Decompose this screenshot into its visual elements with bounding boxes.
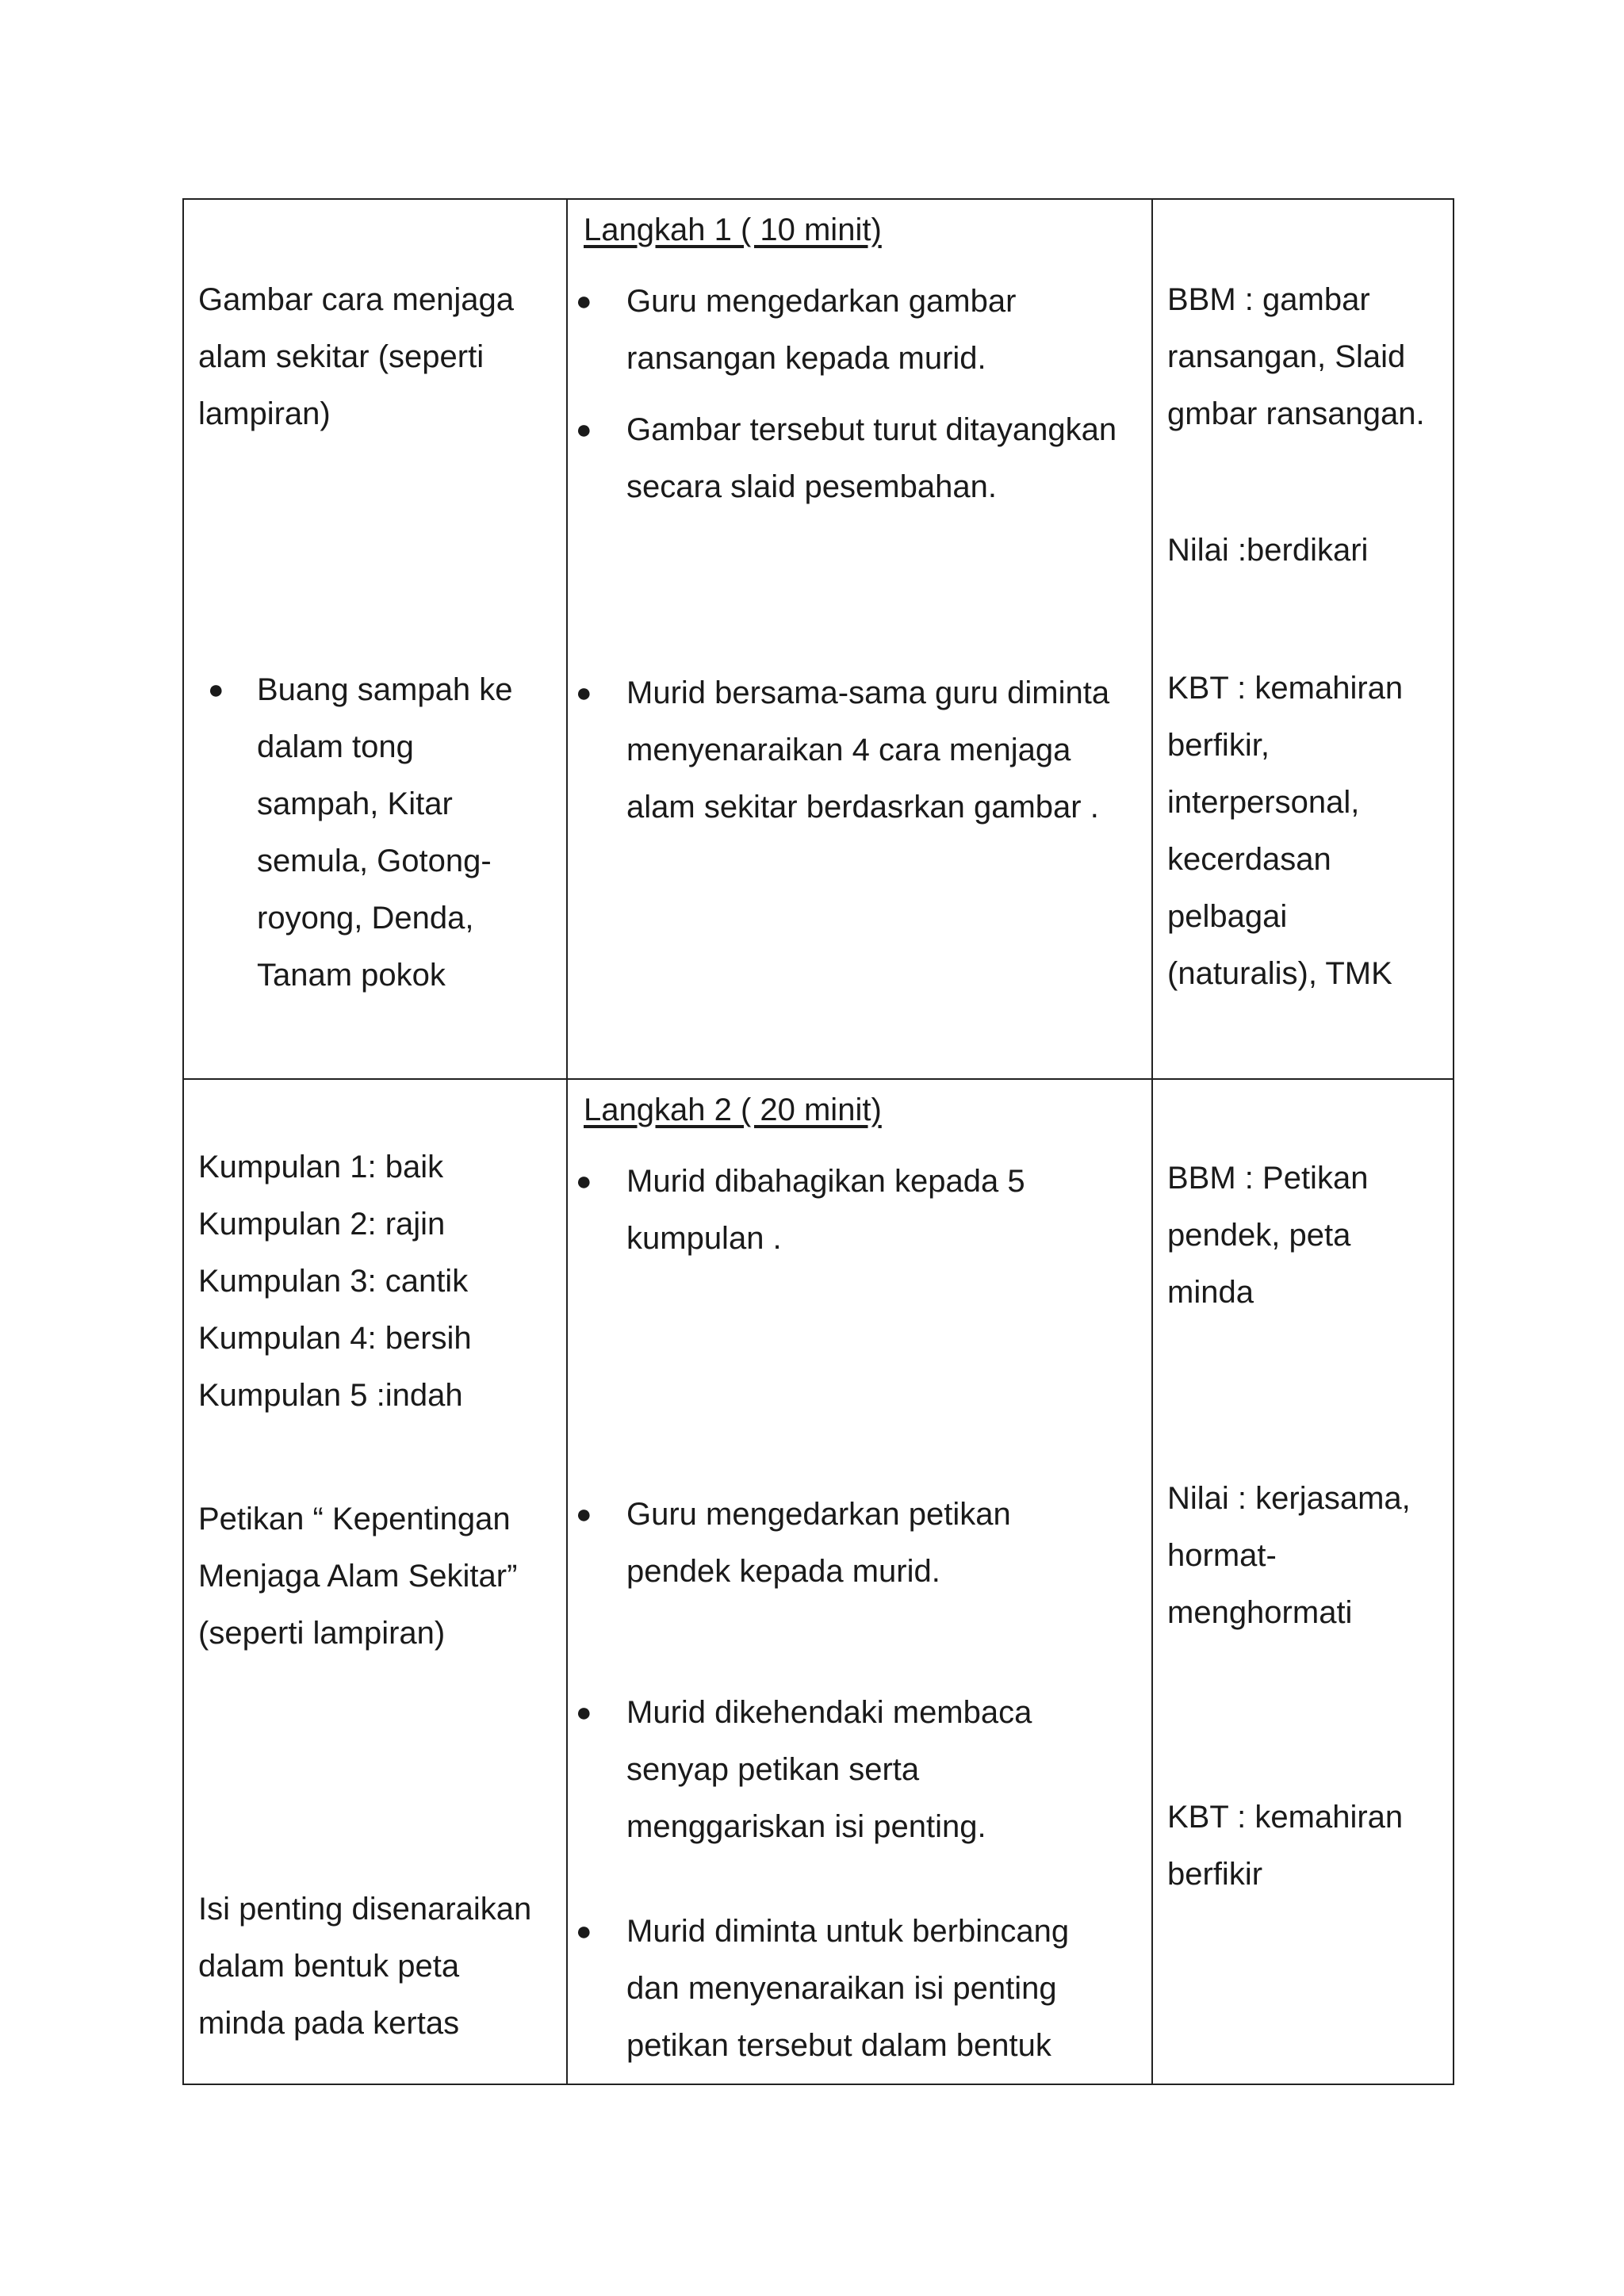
cell-text: interpersonal, (1167, 785, 1360, 820)
bullet-icon: ● (576, 678, 592, 708)
cell-text: pendek kepada murid. (626, 1554, 940, 1589)
cell-text: Tanam pokok (257, 958, 446, 993)
cell-text: Isi penting disenaraikan (198, 1892, 532, 1927)
cell-text: Murid diminta untuk berbincang (626, 1914, 1070, 1949)
cell-text: Buang sampah ke (257, 672, 513, 707)
cell-text: menyenaraikan 4 cara menjaga (626, 733, 1071, 767)
cell-text: Petikan “ Kepentingan (198, 1502, 511, 1536)
step-1-heading: Langkah 1 ( 10 minit) (584, 212, 882, 247)
bullet-icon: ● (576, 286, 592, 316)
bullet-icon: ● (576, 1916, 592, 1946)
bullet-icon: ● (576, 1499, 592, 1529)
cell-text: (naturalis), TMK (1167, 956, 1392, 991)
cell-text: dalam bentuk peta (198, 1949, 460, 1984)
row-divider (182, 1078, 1454, 1080)
cell-text: Murid dibahagikan kepada 5 (626, 1164, 1025, 1199)
table-border-bottom (182, 2084, 1454, 2085)
cell-text: BBM : Petikan (1167, 1161, 1369, 1196)
cell-text: senyap petikan serta (626, 1752, 920, 1787)
cell-text: KBT : kemahiran (1167, 1800, 1404, 1835)
bullet-icon: ● (576, 415, 592, 445)
table-border-left (182, 198, 184, 2085)
cell-text: ransangan kepada murid. (626, 341, 986, 376)
cell-text: pendek, peta (1167, 1218, 1351, 1253)
cell-text: dan menyenaraikan isi penting (626, 1971, 1057, 2006)
bullet-icon: ● (576, 1166, 592, 1196)
cell-text: pelbagai (1167, 899, 1288, 934)
cell-text: kecerdasan (1167, 842, 1331, 877)
cell-text: ransangan, Slaid (1167, 339, 1406, 374)
cell-text: lampiran) (198, 396, 331, 431)
column-divider-2 (1151, 198, 1153, 2085)
cell-text: Kumpulan 1: baik (198, 1150, 444, 1184)
cell-text: berfikir, (1167, 728, 1270, 763)
cell-text: Murid dikehendaki membaca (626, 1695, 1032, 1730)
cell-text: Menjaga Alam Sekitar” (198, 1559, 518, 1594)
cell-text: Kumpulan 4: bersih (198, 1321, 472, 1356)
cell-text: menggariskan isi penting. (626, 1809, 986, 1844)
cell-text: minda (1167, 1275, 1254, 1310)
cell-text: menghormati (1167, 1595, 1353, 1630)
cell-text: Kumpulan 5 :indah (198, 1378, 463, 1413)
cell-text: Kumpulan 3: cantik (198, 1264, 469, 1299)
cell-text: sampah, Kitar (257, 786, 453, 821)
step-2-heading: Langkah 2 ( 20 minit) (584, 1093, 882, 1127)
cell-text: Gambar cara menjaga (198, 282, 514, 317)
cell-text: KBT : kemahiran (1167, 671, 1404, 706)
cell-text: semula, Gotong- (257, 844, 492, 878)
cell-text: Guru mengedarkan gambar (626, 284, 1017, 319)
cell-text: royong, Denda, (257, 901, 474, 936)
cell-text: alam sekitar berdasrkan gambar . (626, 790, 1099, 825)
cell-text: minda pada kertas (198, 2006, 460, 2041)
cell-text: gmbar ransangan. (1167, 396, 1425, 431)
cell-text: alam sekitar (seperti (198, 339, 485, 374)
cell-text: hormat- (1167, 1538, 1277, 1573)
cell-text: secara slaid pesembahan. (626, 469, 997, 504)
table-border-top (182, 198, 1454, 200)
cell-text: dalam tong (257, 729, 414, 764)
cell-text: petikan tersebut dalam bentuk (626, 2028, 1051, 2063)
table-border-right (1453, 198, 1454, 2085)
cell-text: kumpulan . (626, 1221, 782, 1256)
cell-text: berfikir (1167, 1857, 1263, 1892)
cell-text: Nilai : kerjasama, (1167, 1481, 1411, 1516)
bullet-icon: ● (208, 675, 224, 705)
cell-text: Murid bersama-sama guru diminta (626, 675, 1110, 710)
bullet-icon: ● (576, 1697, 592, 1728)
cell-text: Gambar tersebut turut ditayangkan (626, 412, 1117, 447)
cell-text: Nilai :berdikari (1167, 533, 1369, 568)
cell-text: (seperti lampiran) (198, 1616, 446, 1651)
column-divider-1 (566, 198, 568, 2085)
cell-text: Kumpulan 2: rajin (198, 1207, 446, 1242)
cell-text: Guru mengedarkan petikan (626, 1497, 1011, 1532)
cell-text: BBM : gambar (1167, 282, 1370, 317)
